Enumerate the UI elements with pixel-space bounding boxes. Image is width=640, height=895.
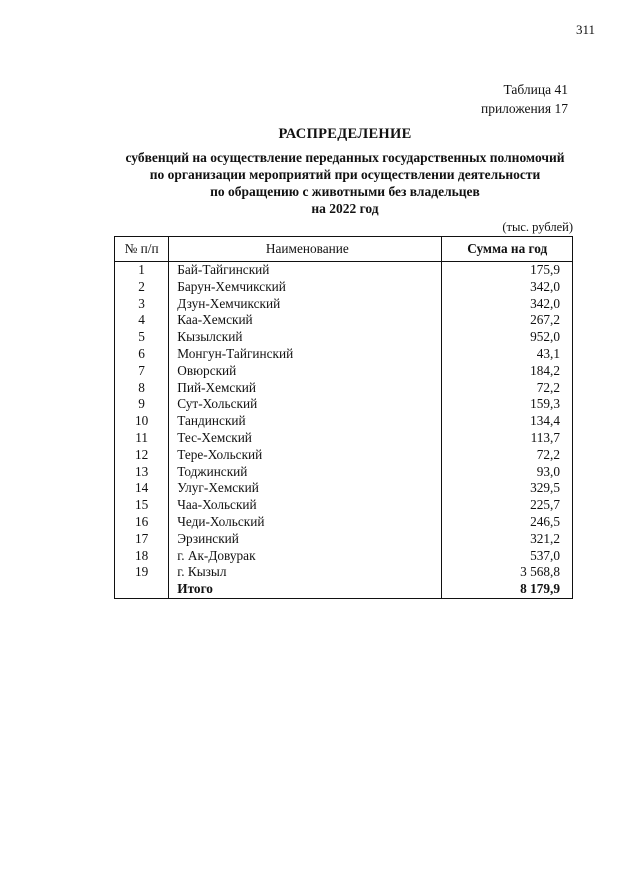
table-row (115, 447, 573, 464)
row-name: Пий-Хемский (169, 380, 442, 397)
page-number: 311 (576, 22, 596, 37)
units-label: (тыс. рублей) (502, 220, 573, 234)
row-name: г. Ак-Довурак (169, 548, 442, 565)
row-number: 10 (115, 413, 169, 430)
row-name: Эрзинский (169, 531, 442, 548)
row-sum: 175,9 (442, 262, 573, 279)
row-number: 5 (115, 329, 169, 346)
row-name: Овюрский (169, 363, 442, 380)
row-sum: 72,2 (442, 380, 573, 397)
row-number: 8 (115, 380, 169, 397)
row-name: Тере-Хольский (169, 447, 442, 464)
table-reference-line1: Таблица 41 (503, 82, 568, 97)
table-row (115, 564, 573, 581)
row-sum: 3 568,8 (442, 564, 573, 581)
row-number: 12 (115, 447, 169, 464)
table-row (115, 346, 573, 363)
row-number: 1 (115, 262, 169, 279)
row-sum: 184,2 (442, 363, 573, 380)
row-number: 3 (115, 296, 169, 313)
row-name: Сут-Хольский (169, 396, 442, 413)
row-sum: 342,0 (442, 296, 573, 313)
table-row (115, 514, 573, 531)
table-row (115, 480, 573, 497)
row-number: 9 (115, 396, 169, 413)
row-sum: 72,2 (442, 447, 573, 464)
header-name: Наименование (169, 237, 442, 262)
row-sum: 952,0 (442, 329, 573, 346)
row-number: 14 (115, 480, 169, 497)
row-number: 4 (115, 312, 169, 329)
title-main: РАСПРЕДЕЛЕНИЕ (278, 126, 412, 142)
row-name: Тандинский (169, 413, 442, 430)
row-number: 7 (115, 363, 169, 380)
total-row (115, 581, 573, 598)
row-name: Тес-Хемский (169, 430, 442, 447)
row-sum: 113,7 (442, 430, 573, 447)
row-number: 6 (115, 346, 169, 363)
total-number (115, 581, 169, 598)
row-name: Тоджинский (169, 464, 442, 481)
title-line3: по обращению с животными без владельцев (210, 184, 480, 199)
row-sum: 537,0 (442, 548, 573, 565)
row-name: Чаа-Хольский (169, 497, 442, 514)
row-sum: 43,1 (442, 346, 573, 363)
title-line1: субвенций на осуществление переданных государственных полномочий (125, 150, 565, 165)
row-sum: 246,5 (442, 514, 573, 531)
total-label: Итого (169, 581, 442, 598)
row-name: Улуг-Хемский (169, 480, 442, 497)
table-reference-line2: приложения 17 (480, 101, 568, 116)
title-line4: на 2022 год (311, 201, 379, 216)
table-reference (481, 80, 568, 118)
row-sum: 93,0 (442, 464, 573, 481)
row-number: 18 (115, 548, 169, 565)
table-row (115, 464, 573, 481)
table-row (115, 497, 573, 514)
table-header-row (115, 237, 573, 262)
row-number: 15 (115, 497, 169, 514)
table-row (115, 430, 573, 447)
table-row (115, 380, 573, 397)
row-number: 11 (115, 430, 169, 447)
row-name: Барун-Хемчикский (169, 279, 442, 296)
document-title (110, 126, 580, 217)
title-line2: по организации мероприятий при осуществлении деятельности (149, 167, 541, 182)
table-row (115, 413, 573, 430)
header-sum: Сумма на год (442, 237, 573, 262)
row-sum: 321,2 (442, 531, 573, 548)
row-sum: 225,7 (442, 497, 573, 514)
table-row (115, 329, 573, 346)
row-sum: 267,2 (442, 312, 573, 329)
row-sum: 159,3 (442, 396, 573, 413)
row-name: г. Кызыл (169, 564, 442, 581)
row-number: 13 (115, 464, 169, 481)
row-number: 2 (115, 279, 169, 296)
table-row (115, 363, 573, 380)
table-row (115, 531, 573, 548)
distribution-table (114, 236, 573, 599)
table-row (115, 396, 573, 413)
table-row (115, 312, 573, 329)
total-sum: 8 179,9 (442, 581, 573, 598)
row-number: 16 (115, 514, 169, 531)
row-number: 19 (115, 564, 169, 581)
row-name: Каа-Хемский (169, 312, 442, 329)
row-sum: 342,0 (442, 279, 573, 296)
row-name: Кызылский (169, 329, 442, 346)
row-sum: 134,4 (442, 413, 573, 430)
row-number: 17 (115, 531, 169, 548)
table-row (115, 548, 573, 565)
table-row (115, 262, 573, 279)
table-row (115, 279, 573, 296)
row-name: Монгун-Тайгинский (169, 346, 442, 363)
row-name: Бай-Тайгинский (169, 262, 442, 279)
row-name: Чеди-Хольский (169, 514, 442, 531)
table-row (115, 296, 573, 313)
table-body (115, 262, 573, 599)
row-name: Дзун-Хемчикский (169, 296, 442, 313)
header-number: № п/п (115, 237, 169, 262)
row-sum: 329,5 (442, 480, 573, 497)
